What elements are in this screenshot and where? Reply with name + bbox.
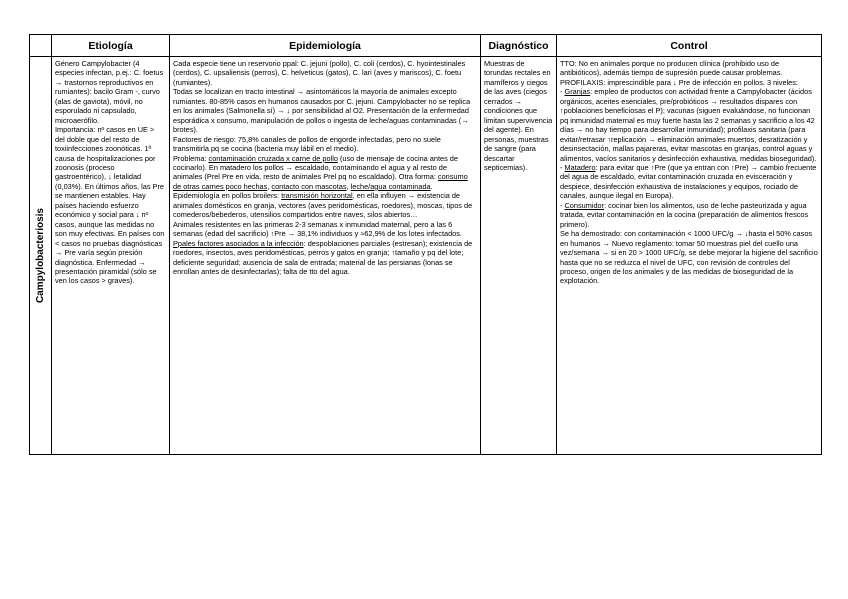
diagnostico-cell [481, 57, 557, 455]
control-consumidor [560, 201, 818, 229]
epi-problem-u4: leche/agua contaminada [350, 181, 431, 191]
control-granjas-u: Granjas [564, 87, 591, 97]
epi-broilers-u: transmisión horizontal [281, 191, 353, 201]
epi-problem-b: (uso de mensaje de cocina antes de cocinarlo). En matadero los pollos → escaldado, contaminando el agua y al resto de animales (Prel Pre en vida, resto de animales Prel pq no escaldado). Otra forma: [173, 153, 458, 182]
control-consumidor-u: Consumidor [564, 200, 605, 210]
epi-reservoirs: Cada especie tiene un reservorio ppal: C. jejuni (pollo), C. coli (cerdos), C. hyointestinales (cerdos), C. upsaliensis (perros), C. helveticus (gatos), C. lari (aves y mariscos), C. foetu (rumiantes). [173, 59, 466, 87]
control-granjas [560, 87, 818, 163]
summary-table [29, 34, 822, 455]
row-header [30, 57, 52, 455]
control-matadero [560, 163, 818, 201]
epi-broilers [173, 191, 477, 219]
epi-problem-a: Problema: [173, 153, 209, 163]
control-granjas-a: - [560, 87, 565, 97]
header-empty [30, 35, 52, 57]
etiologia-cell [52, 57, 170, 455]
control-consumidor-a: - [560, 200, 565, 210]
epi-localization: Todas se localizan en tracto intestinal → asintomáticos la mayoría de animales excepto rumiantes. 80-85% casos en humanos causados por C. jejuni. Campylobacter no se replica en los animales (Salmonella sí) → ↓ por sensibilidad al O2. Presentación de la enfermedad esporádica x consumo, manipulación de pollos o ingesta de leche/aguas contaminadas (→ brotes). [173, 87, 471, 135]
epi-problem-u3: contacto con mascotas [271, 181, 347, 191]
row-label: Campylobacteriosis [35, 207, 46, 304]
epi-resistance [173, 220, 477, 277]
table-row [30, 57, 822, 455]
header-etiologia: Etiología [52, 35, 170, 57]
header-diagnostico: Diagnóstico [481, 35, 557, 57]
epi-problem-d: , [346, 181, 351, 191]
control-matadero-b: : para evitar que ↑Pre (que ya entran con ↑Pre) → cambio frecuente del agua de escaldado, evitar contaminación cruzada en evisceración y despiece, desinfección exhaustiva de instalaciones y equipos, rociado de canales, aunque ilegal en Europa). [560, 162, 817, 201]
etiologia-text-2: Importancia: nº casos en UE > del doble que del resto de toxiinfecciones zoonóticas. 1ª causa de hospitalizaciones por zoonosis (proceso gastroentérico), ↓ letalidad (0,03%). En últimos años, las Pre se mantienen estables. Hay países haciendo esfuerzo económico y social para ↓ nº casos, aunque las medidas no son muy efectivas. En países con < casos no pruebas diagnósticas → Pre varía según presión diagnóstica. Enfermedad → presentación piramidal (sólo se ven los casos > graves). [55, 125, 165, 286]
epi-resistance-a: Animales resistentes en las primeras 2-3 semanas x inmunidad maternal, pero a las 6 semanas (edad del sacrificio) ↑Pre → 38,1% individuos y ≈62,9% de los lotes infectados. [173, 219, 462, 239]
epidemiologia-cell [170, 57, 481, 455]
epi-problem-e: . [430, 181, 433, 191]
epi-resistance-b: : despoblaciones parciales (estresan); existencia de roedores, insectos, aves peridomésticas, perros y gatos en granja; ↑tamaño y pq del lote; deficiente seguridad; ausencia de sala de entrada; material de las persianas (lonas se enrollan antes de desinfectarlas); falta de tto del agua. [173, 238, 473, 276]
epi-resistance-u: Ppales factores asociados a la infección [173, 238, 304, 248]
etiologia-text-1: Género Campylobacter (4 especies infectan, p.ej.: C. foetus → trastornos reproductivos en rumiantes): bacilo Gram -, curvo (alas de gaviota), móvil, no esporulado ni capsulado, microaerófilo. [55, 59, 164, 125]
control-tto: TTO: No en animales porque no producen clínica (prohibido uso de antibióticos), además tiempo de supresión puede causar problemas. [560, 59, 783, 78]
epi-problem-u2: consumo de otras carnes poco hechas [173, 172, 468, 191]
epi-broilers-b: , en ella influyen → existencia de animales domésticos en granja, vectores (aves peridomésticas, roedores), moscas, tipos de comederos/bebederos, utensilios compartidos entre naves, silos abiertos… [173, 191, 473, 220]
control-demostrado: Se ha demostrado: con contaminación < 1000 UFC/g → ↓hasta el 50% casos en humanos → Nuevo reglamento: tomar 50 muestras piel del cuello una vez/semana → si en 20 > 1000 UFC/g, se debe mejorar la higiene del sacrificio hasta que no se reduzca el nivel de UFC, con revisión de controles del proceso, origen de los animales y de las medidas de bioseguridad de la explotación. [560, 229, 818, 286]
control-profilaxis: PROFILAXIS: imprescindible para ↓ Pre de infección en pollos. 3 niveles: [560, 77, 798, 87]
epi-problem-u1: contaminación cruzada x carne de pollo [208, 153, 338, 163]
control-matadero-a: - [560, 162, 565, 172]
diagnostico-text: Muestras de torundas rectales en mamíferos y ciegos de las aves (ciegos cerrados → condiciones que limitan supervivencia del agente). En personas, muestras de sangre (para descartar septicemias). [484, 59, 553, 172]
epi-risk-factors: Factores de riesgo: 75,8% canales de pollos de engorde infectadas, pero no suele transmitirla pq se cocina (bacteria muy lábil en el medio). [173, 134, 441, 154]
epi-problem [173, 154, 477, 192]
control-granjas-b: : empleo de productos con actividad frente a Campylobacter (ácidos orgánicos, aceites esenciales, pre/probióticos → resultados dispares con ↑poblaciones beneficiosas el P); vacunas (siguen evaluándose, no funcionan pq inmunidad maternal es muy fuerte hasta las 2 semanas y sacrificio a los 42 días → no hay tiempo para desarrollar inmunidad); profilaxis sanitaria (para evitar/retrasar ↑replicación → eliminación animales muertos, desratización y desinsectación, mallas pajareras, evitar mascotas en granjas, control aguas y alimentos, vacíos sanitarios y desinfección exhaustiva, medidas bioseguridad). [560, 87, 817, 163]
header-epidemiologia: Epidemiología [170, 35, 481, 57]
control-matadero-u: Matadero [564, 162, 596, 172]
header-row [30, 35, 822, 57]
epi-problem-c: , [267, 181, 272, 191]
control-consumidor-b: : cocinar bien los alimentos, uso de leche pasteurizada y agua tratada, evitar contaminación en la cocina (preparación de alimentos frescos primero). [560, 200, 809, 229]
epi-broilers-a: Epidemiología en pollos broilers: [173, 191, 282, 201]
control-cell [557, 57, 822, 455]
header-control: Control [557, 35, 822, 57]
